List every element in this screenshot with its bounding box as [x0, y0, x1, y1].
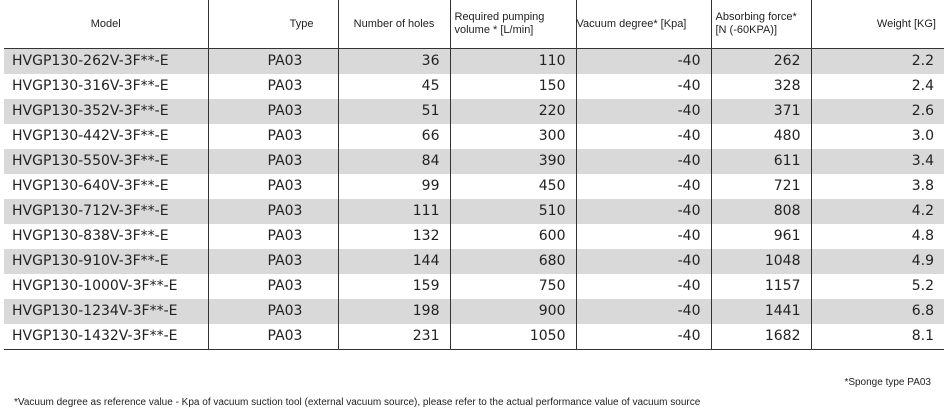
header-force-line2: [N (-60KPA)] — [715, 24, 778, 36]
cell-holes: 66 — [338, 124, 450, 149]
cell-pumping: 300 — [450, 124, 576, 149]
table-row — [4, 174, 944, 199]
cell-vacuum: -40 — [576, 274, 711, 299]
cell-force: 1157 — [711, 274, 811, 299]
cell-model: HVGP130-352V-3F**-E — [4, 99, 208, 124]
cell-weight: 4.2 — [811, 199, 944, 224]
cell-type: PA03 — [208, 174, 338, 199]
cell-type: PA03 — [208, 274, 338, 299]
header-vacuum: Vacuum degree* [Kpa] — [576, 0, 711, 49]
cell-type: PA03 — [208, 99, 338, 124]
cell-weight: 2.2 — [811, 49, 944, 75]
cell-weight: 2.4 — [911, 78, 934, 94]
cell-model: HVGP130-910V-3F**-E — [4, 249, 208, 274]
cell-vacuum: -40 — [576, 324, 711, 350]
cell-vacuum: -40 — [576, 74, 711, 99]
table-row — [4, 124, 944, 149]
cell-weight: 6.8 — [811, 299, 944, 324]
cell-pumping: 600 — [450, 224, 576, 249]
cell-model: HVGP130-316V-3F**-E — [4, 74, 208, 99]
cell-pumping: 390 — [450, 149, 576, 174]
cell-pumping: 220 — [450, 99, 576, 124]
table-row — [4, 249, 944, 274]
note-vacuum: *Vacuum degree as reference value - Kpa of vacuum suction tool (external vacuum source), please refer to the actual performance value of vacuum source — [14, 397, 701, 408]
cell-weight: 5.2 — [911, 278, 934, 294]
cell-model: HVGP130-838V-3F**-E — [4, 224, 208, 249]
cell-pumping: 450 — [450, 174, 576, 199]
cell-type: PA03 — [208, 324, 338, 350]
cell-pumping: 680 — [450, 249, 576, 274]
cell-force: 328 — [711, 74, 811, 99]
spec-table — [4, 0, 944, 350]
cell-force: 808 — [711, 199, 811, 224]
cell-model: HVGP130-262V-3F**-E — [4, 49, 208, 75]
cell-type: PA03 — [208, 199, 338, 224]
cell-pumping: 150 — [450, 74, 576, 99]
cell-vacuum: -40 — [576, 249, 711, 274]
cell-holes: 45 — [338, 74, 450, 99]
cell-vacuum: -40 — [576, 224, 711, 249]
header-pumping-line1: Required pumping — [454, 11, 545, 23]
cell-vacuum: -40 — [576, 299, 711, 324]
header-force — [711, 0, 811, 49]
cell-vacuum: -40 — [576, 124, 711, 149]
header-pumping — [450, 0, 576, 49]
cell-weight: 3.4 — [811, 149, 944, 174]
cell-force: 721 — [711, 174, 811, 199]
header-model: Model — [4, 0, 208, 49]
table-row — [4, 199, 944, 224]
cell-vacuum: -40 — [576, 149, 711, 174]
cell-holes: 51 — [338, 99, 450, 124]
cell-force: 480 — [711, 124, 811, 149]
cell-force: 1048 — [711, 249, 811, 274]
header-type: Type — [208, 0, 338, 49]
table-row — [4, 299, 944, 324]
cell-holes: 231 — [338, 324, 450, 350]
cell-force: 611 — [711, 149, 811, 174]
cell-force: 262 — [711, 49, 811, 75]
cell-force: 1441 — [711, 299, 811, 324]
cell-model: HVGP130-640V-3F**-E — [4, 174, 208, 199]
table-row — [4, 224, 944, 249]
cell-pumping: 750 — [450, 274, 576, 299]
cell-type: PA03 — [208, 224, 338, 249]
cell-vacuum: -40 — [576, 174, 711, 199]
cell-weight: 4.8 — [911, 228, 934, 244]
header-row — [4, 0, 944, 49]
table-row — [4, 324, 944, 350]
cell-type: PA03 — [208, 249, 338, 274]
table-row — [4, 99, 944, 124]
cell-pumping: 110 — [450, 49, 576, 75]
table-row — [4, 274, 944, 299]
cell-type: PA03 — [208, 74, 338, 99]
cell-weight: 3.0 — [911, 128, 934, 144]
cell-force: 961 — [711, 224, 811, 249]
cell-vacuum: -40 — [576, 99, 711, 124]
cell-holes: 36 — [338, 49, 450, 75]
header-weight: Weight [KG] — [876, 17, 936, 30]
cell-pumping: 1050 — [450, 324, 576, 350]
cell-model: HVGP130-1000V-3F**-E — [4, 274, 208, 299]
cell-holes: 198 — [338, 299, 450, 324]
note-sponge: *Sponge type PA03 — [844, 377, 931, 388]
cell-holes: 99 — [338, 174, 450, 199]
cell-holes: 144 — [338, 249, 450, 274]
cell-weight: 2.6 — [811, 99, 944, 124]
cell-model: HVGP130-550V-3F**-E — [4, 149, 208, 174]
cell-weight: 3.8 — [911, 178, 934, 194]
table-row — [4, 49, 944, 75]
cell-vacuum: -40 — [576, 199, 711, 224]
cell-weight: 8.1 — [811, 324, 944, 350]
cell-weight: 4.9 — [811, 249, 944, 274]
cell-type: PA03 — [208, 149, 338, 174]
cell-holes: 159 — [338, 274, 450, 299]
cell-holes: 132 — [338, 224, 450, 249]
cell-model: HVGP130-1234V-3F**-E — [4, 299, 208, 324]
cell-vacuum: -40 — [576, 49, 711, 75]
header-holes: Number of holes — [338, 0, 450, 49]
cell-force: 1682 — [711, 324, 811, 350]
table-row — [4, 74, 944, 99]
cell-holes: 111 — [338, 199, 450, 224]
header-pumping-line2: volume * [L/min] — [454, 24, 534, 36]
cell-force: 371 — [711, 99, 811, 124]
cell-model: HVGP130-442V-3F**-E — [4, 124, 208, 149]
cell-pumping: 900 — [450, 299, 576, 324]
cell-pumping: 510 — [450, 199, 576, 224]
table-row — [4, 149, 944, 174]
cell-model: HVGP130-712V-3F**-E — [4, 199, 208, 224]
cell-type: PA03 — [208, 124, 338, 149]
cell-type: PA03 — [208, 299, 338, 324]
spec-table-body — [4, 49, 944, 350]
cell-model: HVGP130-1432V-3F**-E — [4, 324, 208, 350]
header-force-line1: Absorbing force* — [715, 11, 797, 23]
cell-holes: 84 — [338, 149, 450, 174]
cell-type: PA03 — [208, 49, 338, 75]
